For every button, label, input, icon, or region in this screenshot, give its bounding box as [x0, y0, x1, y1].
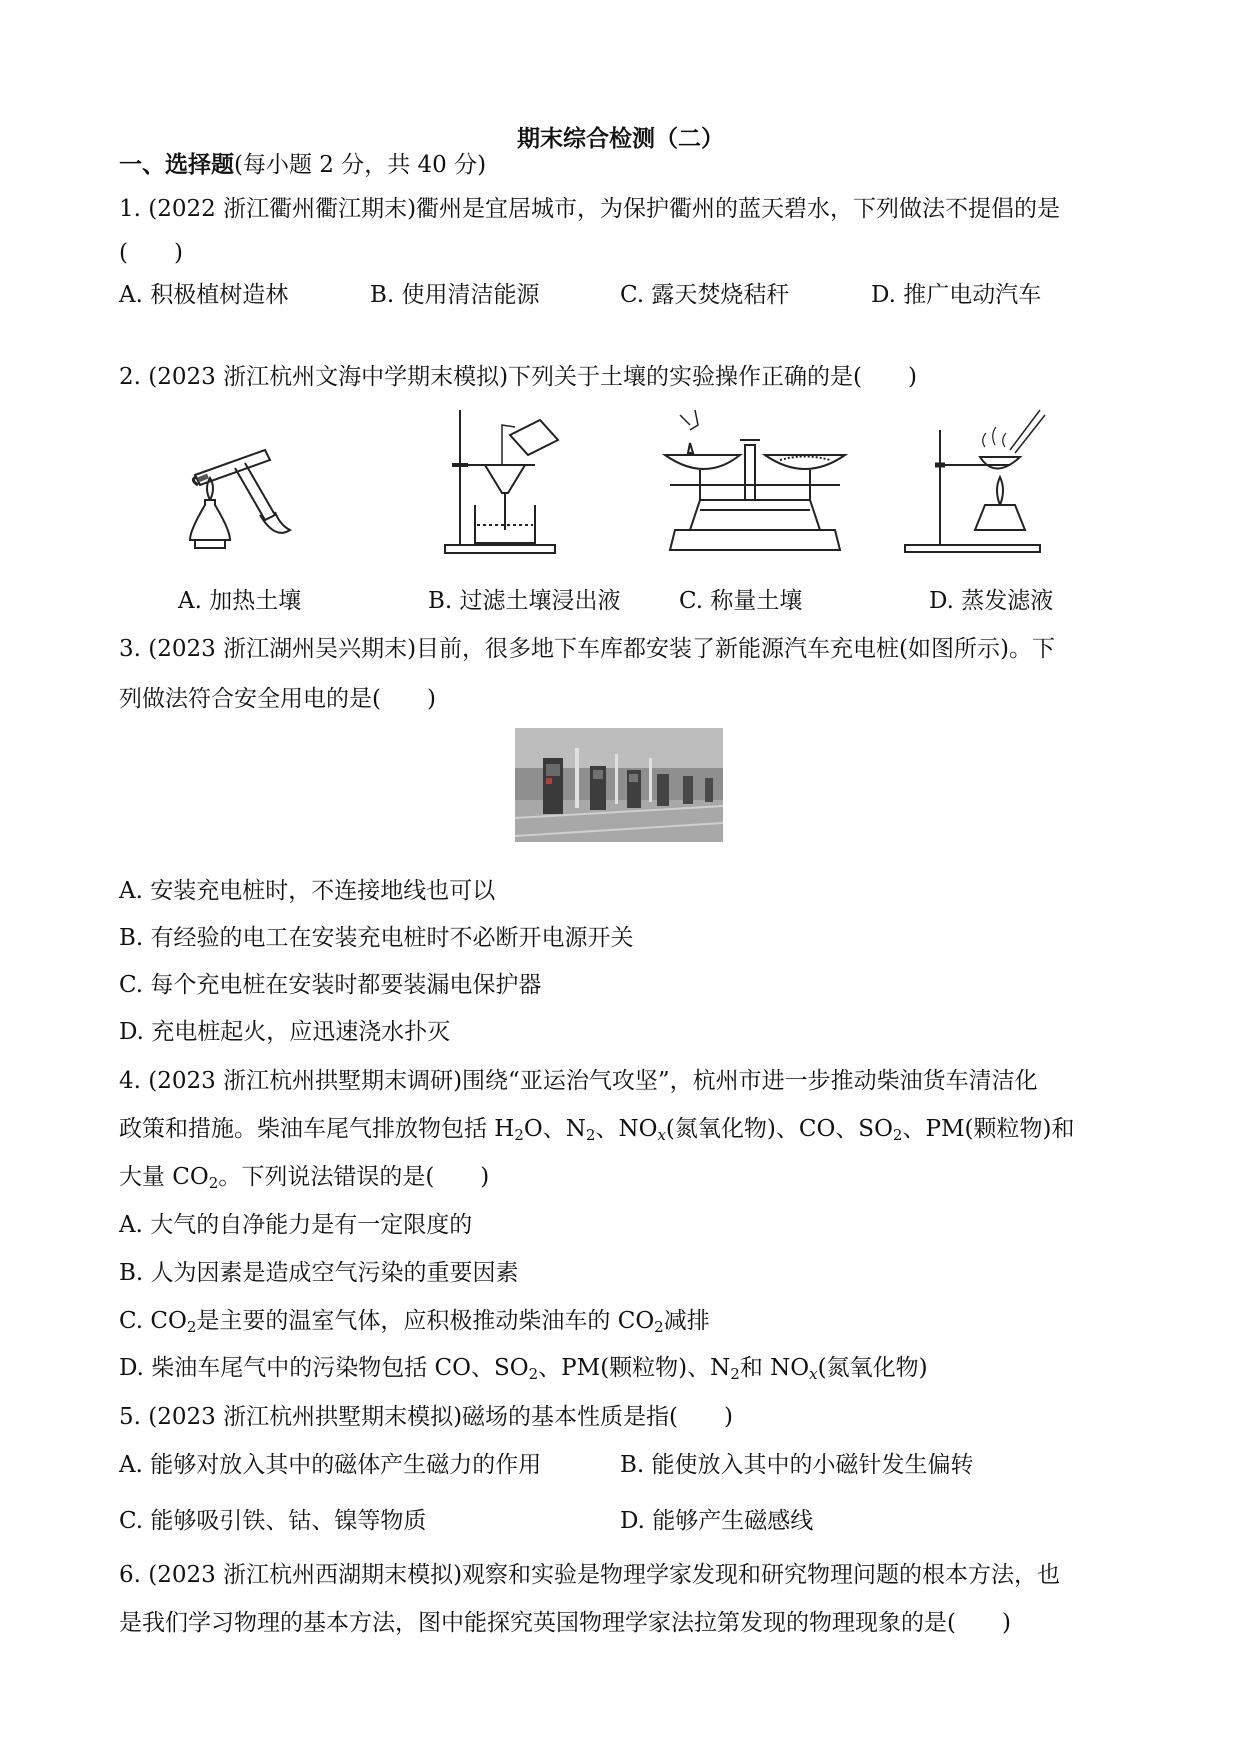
question-1-bracket: ( ) [119, 240, 183, 266]
q3-option-d: D. 充电桩起火，应迅速浇水扑灭 [119, 1019, 451, 1045]
section-heading [119, 150, 486, 180]
q3-option-b: B. 有经验的电工在安装充电桩时不必断开电源开关 [119, 925, 634, 951]
question-4-stem-3: 大量 $CO_2$。下列说法错误的是( ) [119, 1164, 490, 1192]
q3-option-a: A. 安装充电桩时，不连接地线也可以 [119, 878, 496, 904]
question-5-stem: 5. (2023 浙江杭州拱墅期末模拟)磁场的基本性质是指( ) [119, 1404, 734, 1430]
question-4-stem-2: 政策和措施。柴油车尾气排放物包括 $H_2O$、$N_2$、$NO_x$(氮氧化物)、CO、$SO_2$、PM(颗粒物)和 [119, 1116, 1075, 1144]
q5-option-c: C. 能够吸引铁、钴、镍等物质 [119, 1508, 427, 1534]
section-note: (每小题 2 分，共 40 分) [234, 152, 487, 178]
q2-option-a: A. 加热土壤 [178, 588, 302, 614]
q3-option-c: C. 每个充电桩在安装时都要装漏电保护器 [119, 972, 542, 998]
q1-option-b: B. 使用清洁能源 [370, 282, 540, 308]
q1-option-d: D. 推广电动汽车 [871, 282, 1042, 308]
question-6-stem-2: 是我们学习物理的基本方法，图中能探究英国物理学家法拉第发现的物理现象的是( ) [119, 1610, 1011, 1636]
figure-evaporation [900, 405, 1050, 555]
q5-option-a: A. 能够对放入其中的磁体产生磁力的作用 [119, 1452, 542, 1478]
q4-option-d: D. 柴油车尾气中的污染物包括 CO、$SO_2$、PM(颗粒物)、$N_2$和 $NO_x$(氮氧化物) [119, 1355, 928, 1383]
question-6-stem: 6. (2023 浙江杭州西湖期末模拟)观察和实验是物理学家发现和研究物理问题的根本方法，也 [119, 1562, 1061, 1588]
question-4-stem: 4. (2023 浙江杭州拱墅期末调研)围绕“亚运治气攻坚”，杭州市进一步推动柴油货车清洁化 [119, 1068, 1038, 1094]
figure-balance [660, 405, 850, 555]
q4-option-a: A. 大气的自净能力是有一定限度的 [119, 1212, 473, 1238]
q1-option-c: C. 露天焚烧秸秆 [620, 282, 790, 308]
q4-option-c: C. $CO_2$是主要的温室气体，应积极推动柴油车的 $CO_2$减排 [119, 1308, 710, 1336]
figure-heating-soil [160, 430, 310, 555]
q1-option-a: A. 积极植树造林 [119, 282, 289, 308]
page-title: 期末综合检测（二） [517, 125, 724, 152]
section-heading-label: 一、选择题 [119, 151, 234, 178]
question-1-stem: 1. (2022 浙江衢州衢江期末)衢州是宜居城市，为保护衢州的蓝天碧水，下列做法不提倡的是 [119, 196, 1061, 222]
question-2-stem: 2. (2023 浙江杭州文海中学期末模拟)下列关于土壤的实验操作正确的是( ) [119, 364, 918, 390]
q5-option-b: B. 能使放入其中的小磁针发生偏转 [620, 1452, 974, 1478]
question-3-stem: 3. (2023 浙江湖州吴兴期末)目前，很多地下车库都安装了新能源汽车充电桩(如图所示)。下 [119, 636, 1056, 662]
question-3-stem-2: 列做法符合安全用电的是( ) [119, 686, 436, 712]
q4-option-b: B. 人为因素是造成空气污染的重要因素 [119, 1260, 519, 1286]
figure-filtration [440, 405, 580, 555]
photo-charging-piles [515, 728, 723, 842]
q2-option-c: C. 称量土壤 [679, 588, 803, 614]
q5-option-d: D. 能够产生磁感线 [620, 1508, 814, 1534]
q2-option-b: B. 过滤土壤浸出液 [428, 588, 621, 614]
q2-option-d: D. 蒸发滤液 [929, 588, 1054, 614]
